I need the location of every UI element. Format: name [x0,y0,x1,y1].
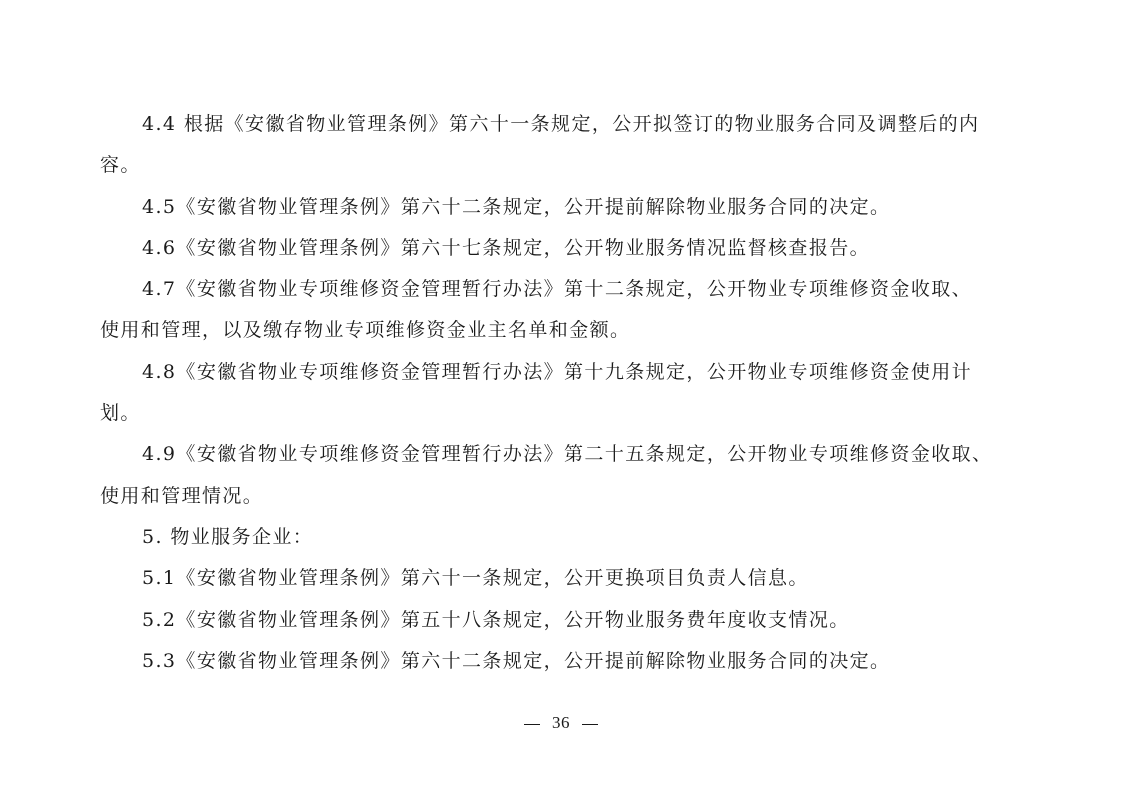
paragraph-4-7-line-2: 使用和管理，以及缴存物业专项维修资金业主名单和金额。 [100,319,631,341]
footer-right-dash [582,724,598,725]
page-number: 36 [552,713,570,732]
paragraph-4-9-line-2: 使用和管理情况。 [100,485,264,507]
paragraph-4-6: 4.6《安徽省物业管理条例》第六十七条规定，公开物业服务情况监督核查报告。 [142,237,871,259]
paragraph-5-1: 5.1《安徽省物业管理条例》第六十一条规定，公开更换项目负责人信息。 [142,567,809,589]
paragraph-4-7-line-1: 4.7《安徽省物业专项维修资金管理暂行办法》第十二条规定，公开物业专项维修资金收取、 [142,278,973,300]
paragraph-4-8-line-2: 划。 [100,402,141,424]
paragraph-5-3: 5.3《安徽省物业管理条例》第六十二条规定，公开提前解除物业服务合同的决定。 [142,650,891,672]
section-5-heading: 5. 物业服务企业： [142,526,314,548]
paragraph-4-8-line-1: 4.8《安徽省物业专项维修资金管理暂行办法》第十九条规定，公开物业专项维修资金使用计 [142,361,973,383]
paragraph-4-4-line-1: 4.4 根据《安徽省物业管理条例》第六十一条规定，公开拟签订的物业服务合同及调整后的内 [142,113,980,135]
page-footer [0,711,1122,735]
footer-left-dash [524,724,540,725]
paragraph-4-5: 4.5《安徽省物业管理条例》第六十二条规定，公开提前解除物业服务合同的决定。 [142,196,891,218]
paragraph-5-2: 5.2《安徽省物业管理条例》第五十八条规定，公开物业服务费年度收支情况。 [142,609,850,631]
paragraph-4-4-line-2: 容。 [100,154,141,176]
paragraph-4-9-line-1: 4.9《安徽省物业专项维修资金管理暂行办法》第二十五条规定，公开物业专项维修资金收取、 [142,443,993,465]
